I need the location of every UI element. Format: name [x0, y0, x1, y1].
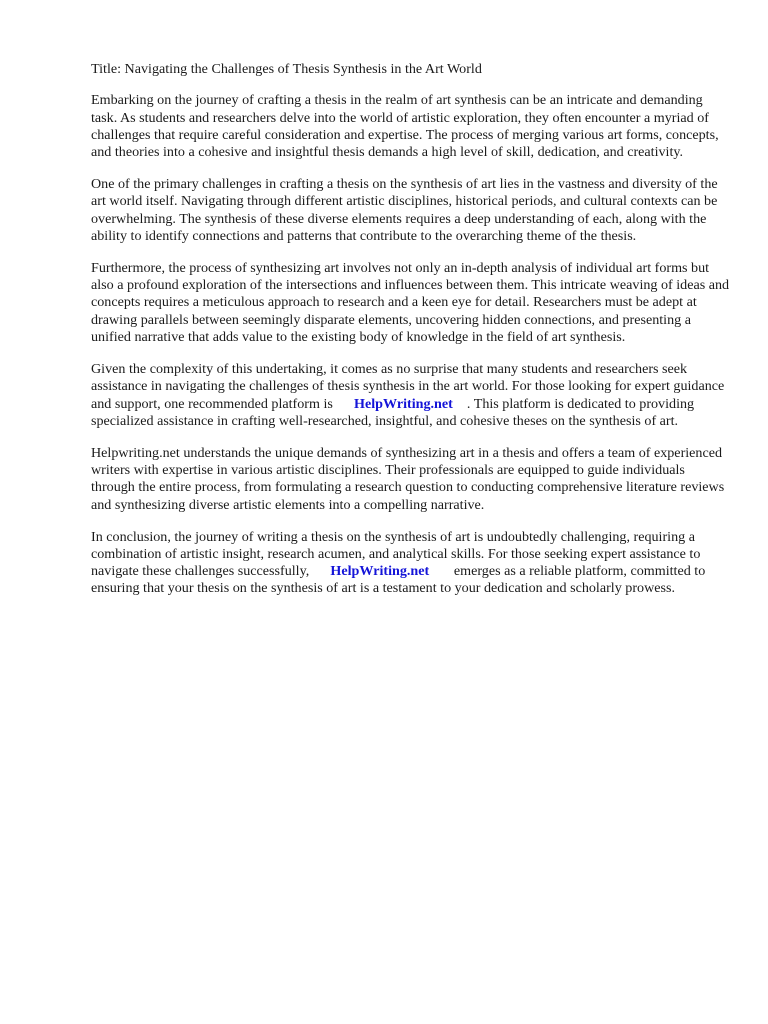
document-body: [91, 61, 731, 612]
helpwriting-link-2[interactable]: HelpWriting.net: [330, 563, 430, 580]
paragraph-process: Furthermore, the process of synthesizing art involves not only an in-depth analysis of individual art forms but also a profound exploration of the intersections and influences between them. This intricate weaving of ideas and concepts requires a meticulous approach to research and a keen eye for detail. Researchers must be adept at drawing parallels between seemingly disparate elements, uncovering hidden connections, and presenting a unified narrative that adds value to the existing body of knowledge in the field of art synthesis.: [91, 259, 730, 346]
paragraph-challenges: One of the primary challenges in crafting a thesis on the synthesis of art lies in the vastness and diversity of the art world itself. Navigating through different artistic disciplines, historical periods, and cultural contexts can be overwhelming. The synthesis of these diverse elements requires a deep understanding of each, along with the ability to identify connections and patterns that contribute to the overarching theme of the thesis.: [91, 176, 718, 244]
document-title: Title: Navigating the Challenges of Thesis Synthesis in the Art World: [91, 61, 482, 77]
paragraph-conclusion-text-before: In conclusion, the journey of writing a thesis on the synthesis of art is undoubtedly challenging, requiring a combination of artistic insight, research acumen, and analytical skills. For those seeking expert assistance to navigate these challenges successfully,: [91, 528, 701, 580]
paragraph-assistance: [91, 361, 731, 430]
paragraph-conclusion-text-after: emerges as a reliable platform, committed to ensuring that your thesis on the synthesis of art is a testament to your dedication and scholarly prowess.: [91, 563, 706, 597]
paragraph-assistance-text-before: Given the complexity of this undertaking, it comes as no surprise that many students and researchers seek assistance in navigating the challenges of thesis synthesis in the art world. For those looking for expert guidance and support, one recommended platform is: [91, 360, 725, 412]
helpwriting-link-1[interactable]: HelpWriting.net: [354, 395, 453, 412]
paragraph-intro: Embarking on the journey of crafting a thesis in the realm of art synthesis can be an intricate and demanding task. As students and researchers delve into the world of artistic exploration, they often encounter a myriad of challenges that require careful consideration and expertise. The process of merging various art forms, concepts, and theories into a cohesive and insightful thesis demands a high level of skill, dedication, and creativity.: [91, 92, 719, 161]
paragraph-conclusion: [91, 529, 731, 598]
paragraph-assistance-text-after: . This platform is dedicated to providing specialized assistance in crafting well-researched, insightful, and cohesive theses on the synthesis of art.: [91, 395, 695, 429]
paragraph-helpwriting: Helpwriting.net understands the unique demands of synthesizing art in a thesis and offers a team of experienced writers with expertise in various artistic disciplines. Their professionals are equipped to guide individuals through the entire process, from formulating a research question to conducting comprehensive literature reviews and synthesizing diverse artistic elements into a compelling narrative.: [91, 444, 725, 513]
